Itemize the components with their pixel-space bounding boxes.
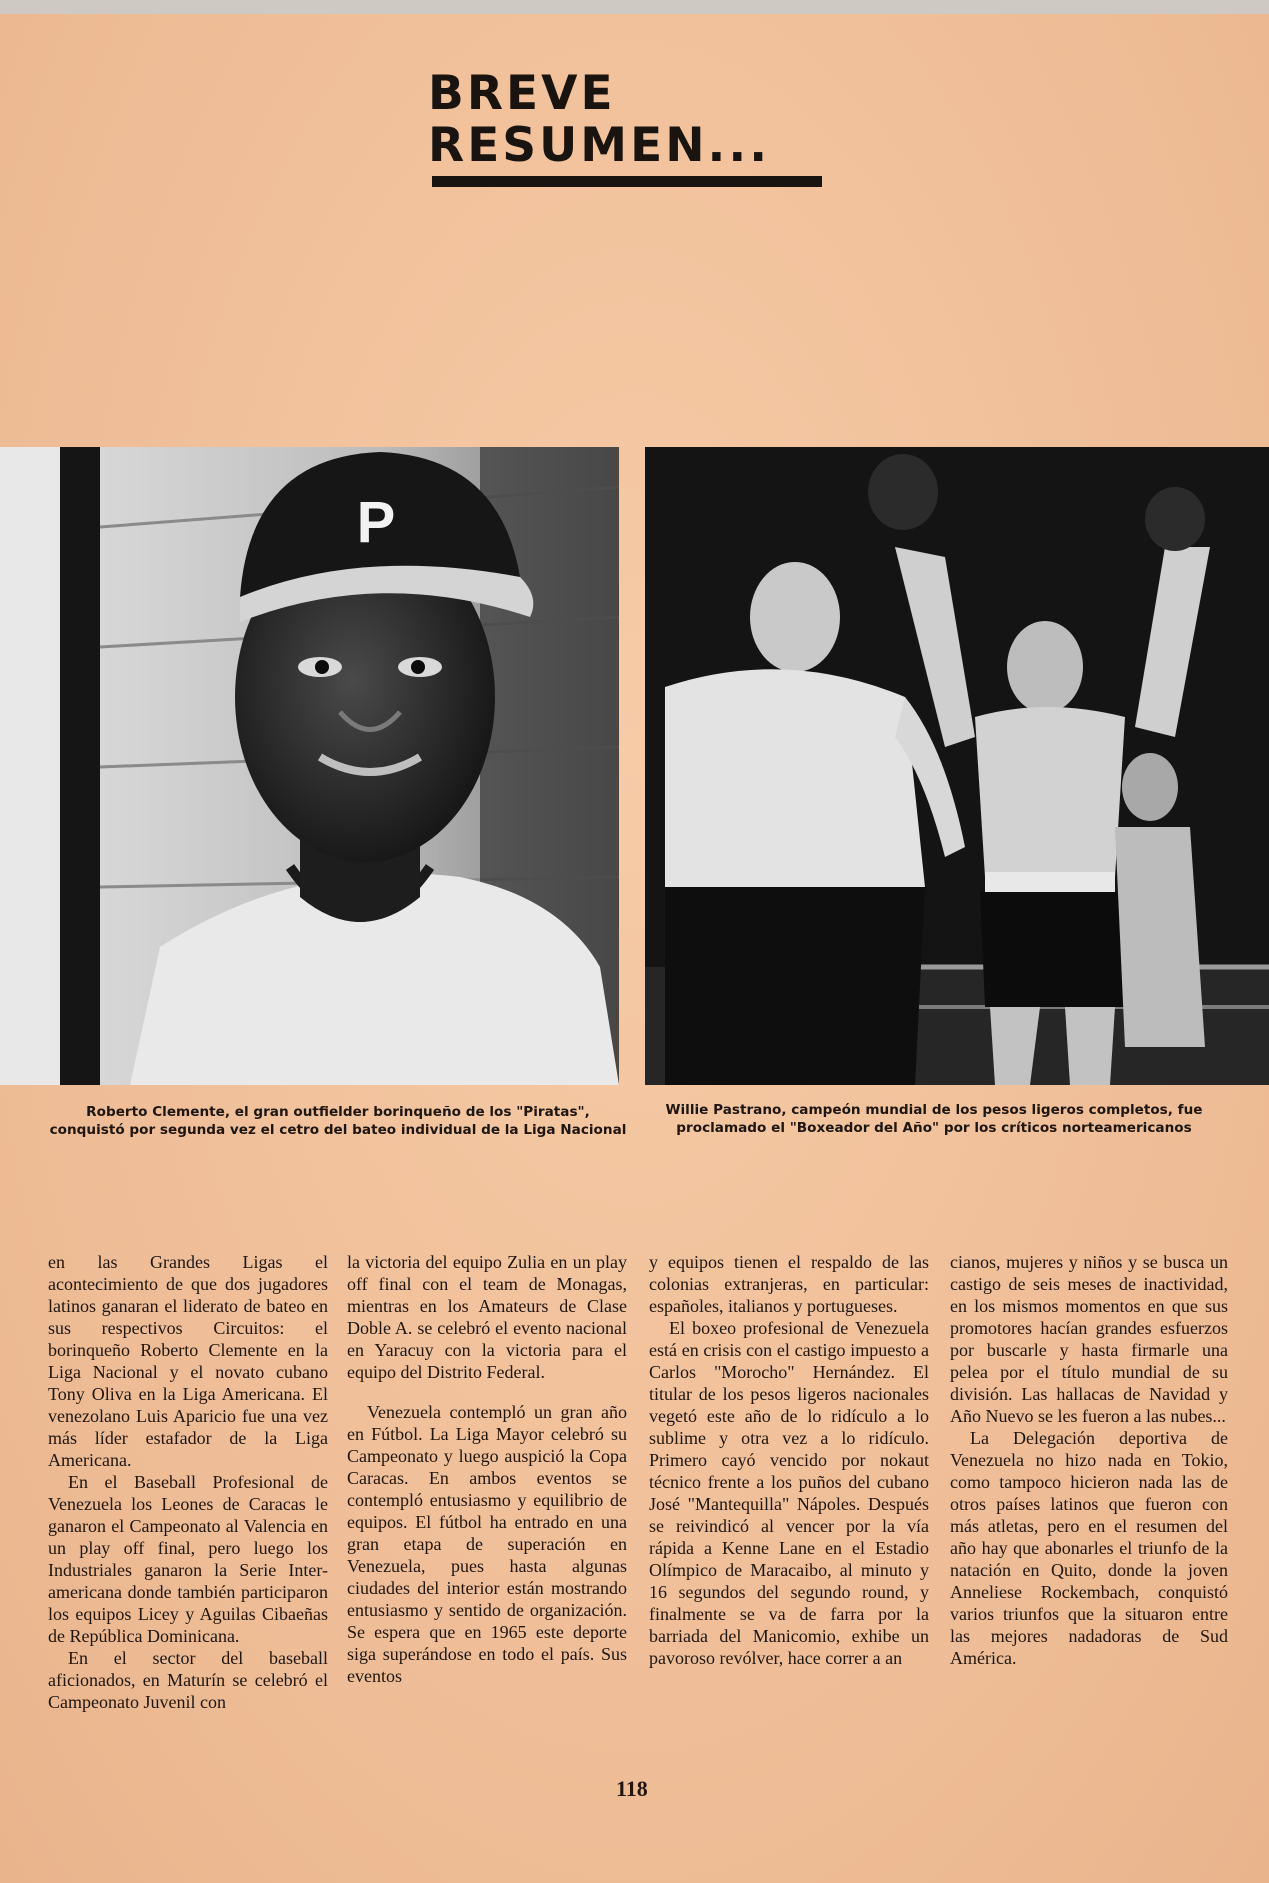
photo-caption-left: Roberto Clemente, el gran outfielder borinqueño de los "Piratas", conquistó por segunda vez el cetro del bateo individual de la Liga Nacional xyxy=(49,1104,627,1138)
page-number: 118 xyxy=(616,1776,648,1801)
paragraph: En el Baseball Profesional de Venezuela los Leones de Caracas le ganaron el Campeonato al Valencia en un play off final, pero luego los Industriales ganaron la Serie Inter-americana donde también participaron los equipos Licey y Aguilas Cibaeñas de República Dominicana. xyxy=(48,1472,328,1646)
page-top-edge xyxy=(0,0,1269,14)
cap-letter: P xyxy=(356,490,396,555)
paragraph: En el sector del baseball aficionados, en Maturín se celebró el Campeonato Juvenil con xyxy=(48,1648,328,1712)
paragraph: La Delegación deportiva de Venezuela no hizo nada en Tokio, como tampoco hicieron nada las de otros países latinos que fueron con más atletas, pero en el resumen del año hay que abonarles el triunfo de la natación en Quito, donde la joven Anneliese Rockembach, conquistó varios triunfos que la situaron entre las mejores nadadoras de Sud América. xyxy=(950,1428,1228,1668)
title-line-2: RESUMEN... xyxy=(428,118,771,173)
text-column-3 xyxy=(649,1251,929,1669)
text-column-1 xyxy=(48,1251,328,1713)
paragraph: Venezuela contempló un gran año en Fútbol. La Liga Mayor celebró su Campeonato y luego auspició la Copa Caracas. En ambos eventos se contempló entusiasmo y equilibrio de equipos. El fútbol ha entrado en una gran etapa de superación en Venezuela, pues hasta algunas ciudades del interior están mostrando entusiasmo y sentido de organización. Se espera que en 1965 este deporte siga superándose en todo el país. Sus eventos xyxy=(347,1402,627,1686)
paragraph: El boxeo profesional de Venezuela está en crisis con el castigo impuesto a Carlos "Morocho" Hernández. El titular de los pesos ligeros nacionales vegetó este año de lo ridículo a lo sublime y otra vez a lo ridículo. Primero cayó vencido por nokaut técnico frente a los puños del cubano José "Mantequilla" Nápoles. Después se reivindicó al vencer por la vía rápida a Kenne Lane en el Estadio Olímpico de Maracaibo, al minuto y 16 segundos del segundo round, y finalmente se va de farra por la barriada del Manicomio, exhibe un pavoroso revólver, hace correr a an xyxy=(649,1318,929,1668)
text-column-2 xyxy=(347,1251,627,1687)
title-underline xyxy=(432,176,822,187)
photo-roberto-clemente xyxy=(0,447,619,1085)
photo-caption-right: Willie Pastrano, campeón mundial de los pesos ligeros completos, fue proclamado el "Boxeador del Año" por los críticos norteamericanos xyxy=(665,1102,1203,1136)
paragraph: en las Grandes Ligas el acontecimiento de que dos jugadores latinos ganaran el liderato de bateo en sus respectivos Circuitos: el borinqueño Roberto Clemente en la Liga Nacional y el novato cubano Tony Oliva en la Liga Americana. El venezolano Luis Aparicio fue una vez más líder estafador de la Liga Americana. xyxy=(48,1252,328,1470)
photo-willie-pastrano xyxy=(645,447,1269,1085)
text-column-4 xyxy=(950,1251,1228,1669)
paragraph: y equipos tienen el respaldo de las colonias extranjeras, en particular: españoles, italianos y portugueses. xyxy=(649,1252,929,1316)
paragraph: la victoria del equipo Zulia en un play off final con el team de Monagas, mientras en los Amateurs de Clase Doble A. se celebró el evento nacional en Yaracuy con la victoria para el equipo del Distrito Federal. xyxy=(347,1252,627,1382)
paragraph: cianos, mujeres y niños y se busca un castigo de seis meses de inactividad, en los mismos momentos en que sus promotores hacían grandes esfuerzos por buscarle y hasta firmarle una pelea por el título mundial de su división. Las hallacas de Navidad y Año Nuevo se les fueron a las nubes... xyxy=(950,1252,1228,1426)
title-line-1: BREVE xyxy=(428,66,616,121)
article-title xyxy=(428,68,770,172)
